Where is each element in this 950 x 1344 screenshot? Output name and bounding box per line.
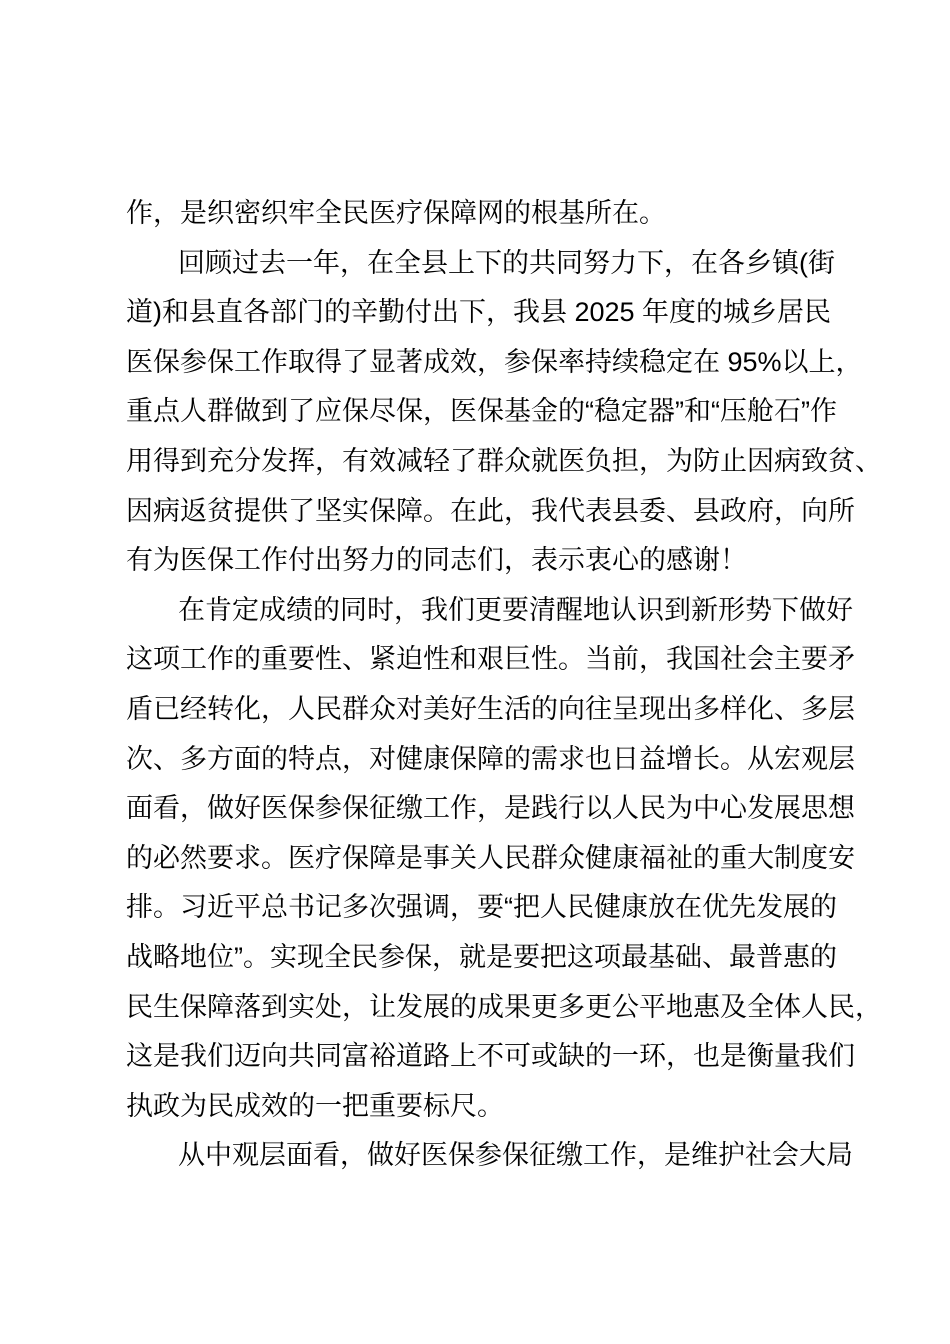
text-line: 作，是织密织牢全民医疗保障网的根基所在。 [126,198,666,228]
text-line: 战略地位”。实现全民参保，就是要把这项最基础、最普惠的 [126,941,837,972]
paragraph [126,239,882,586]
text-line: 执政为民成效的一把重要标尺。 [126,1090,504,1121]
text-line: 排。习近平总书记多次强调，要“把人民健康放在优先发展的 [126,892,837,923]
text-line: 的必然要求。医疗保障是事关人民群众健康福祉的重大制度安 [126,842,855,873]
text-line: 道)和县直各部门的辛勤付出下，我县 2025 年度的城乡居民 [126,297,832,328]
text-line: 因病返贫提供了坚实保障。在此，我代表县委、县政府，向所 [126,495,855,526]
text-line: 在肯定成绩的同时，我们更要清醒地认识到新形势下做好 [178,594,853,625]
text-line: 民生保障落到实处，让发展的成果更多更公平地惠及全体人民， [126,991,882,1022]
text-line: 用得到充分发挥，有效减轻了群众就医负担，为防止因病致贫、 [126,445,882,476]
text-line: 这是我们迈向共同富裕道路上不可或缺的一环，也是衡量我们 [126,1041,855,1072]
text-line: 这项工作的重要性、紧迫性和艰巨性。当前，我国社会主要矛 [126,644,855,675]
text-line: 从中观层面看，做好医保参保征缴工作，是维护社会大局 [178,1140,853,1171]
text-line: 次、多方面的特点，对健康保障的需求也日益增长。从宏观层 [126,743,855,774]
text-line: 医保参保工作取得了显著成效，参保率持续稳定在 95%以上， [126,346,863,377]
paragraph [126,586,882,1132]
text-line: 重点人群做到了应保尽保，医保基金的“稳定器”和“压舱石”作 [126,396,837,427]
text-line: 盾已经转化，人民群众对美好生活的向往呈现出多样化、多层 [126,693,855,724]
text-line: 面看，做好医保参保征缴工作，是践行以人民为中心发展思想 [126,793,855,824]
paragraph [126,1131,860,1181]
paragraph [126,189,860,239]
text-line: 回顾过去一年，在全县上下的共同努力下，在各乡镇(街 [178,247,835,278]
text-line: 有为医保工作付出努力的同志们，表示衷心的感谢！ [126,545,747,576]
